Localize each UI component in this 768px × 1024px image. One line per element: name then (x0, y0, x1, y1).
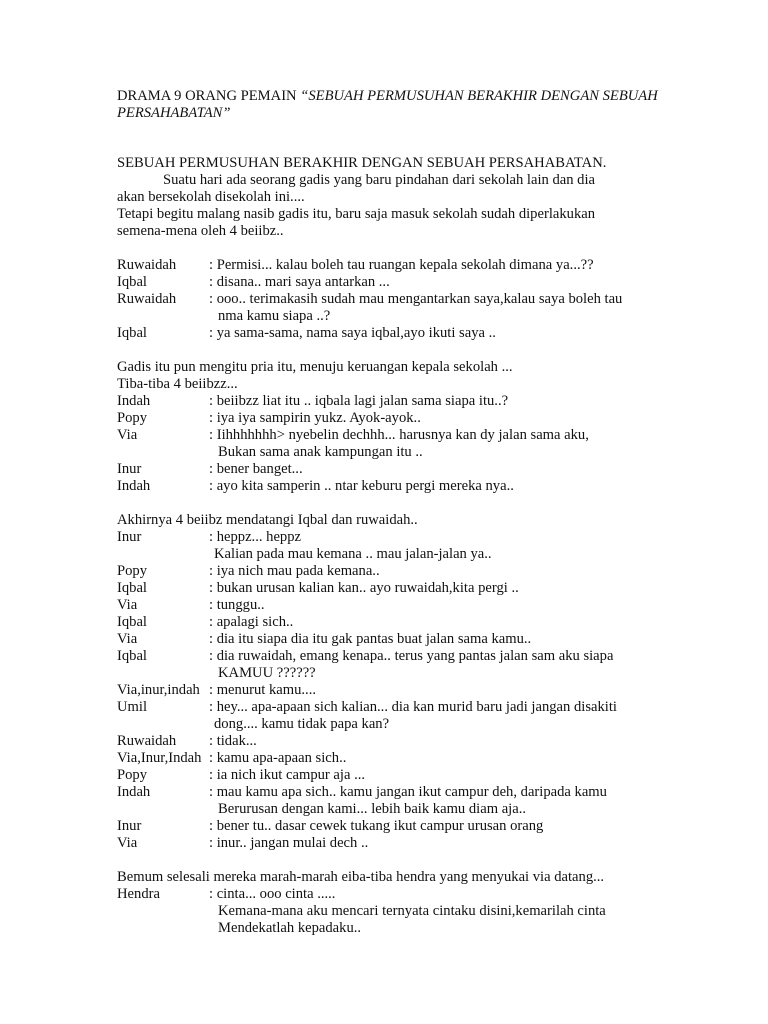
speaker-name: Popy (117, 410, 148, 426)
intro-line: akan bersekolah disekolah ini.... (117, 189, 305, 205)
intro-line: Suatu hari ada seorang gadis yang baru pindahan dari sekolah lain dan dia (163, 172, 595, 188)
speaker-name: Via,inur,indah (117, 682, 200, 698)
intro-line: semena-mena oleh 4 beiibz.. (117, 223, 284, 239)
dialogue-continuation: Mendekatlah kepadaku.. (218, 920, 362, 936)
dialogue-text: : mau kamu apa sich.. kamu jangan ikut campur deh, daripada kamu (209, 784, 607, 800)
dialogue-text: : dia itu siapa dia itu gak pantas buat jalan sama kamu.. (209, 631, 532, 647)
speaker-name: Iqbal (117, 614, 147, 630)
speaker-name: Iqbal (117, 274, 147, 290)
dialogue-text: : beiibzz liat itu .. iqbala lagi jalan sama siapa itu..? (209, 393, 509, 409)
speaker-name: Iqbal (117, 580, 147, 596)
dialogue-continuation: Kemana-mana aku mencari ternyata cintaku disini,kemarilah cinta (218, 903, 606, 919)
dialogue-text: : tunggu.. (209, 597, 265, 613)
speaker-name: Popy (117, 563, 148, 579)
speaker-name: Ruwaidah (117, 257, 177, 273)
speaker-name: Via (117, 427, 138, 443)
speaker-name: Via,Inur,Indah (117, 750, 202, 766)
speaker-name: Inur (117, 461, 142, 477)
dialogue-text: : ya sama-sama, nama saya iqbal,ayo ikuti saya .. (209, 325, 496, 341)
narration-line: Akhirnya 4 beiibz mendatangi Iqbal dan ruwaidah.. (117, 512, 418, 528)
dialogue-text: : ayo kita samperin .. ntar keburu pergi mereka nya.. (209, 478, 514, 494)
speaker-name: Inur (117, 818, 142, 834)
dialogue-continuation: Kalian pada mau kemana .. mau jalan-jalan ya.. (214, 546, 492, 562)
dialogue-text: : Iihhhhhhh> nyebelin dechhh... harusnya kan dy jalan sama aku, (209, 427, 589, 443)
dialogue-text: : iya nich mau pada kemana.. (209, 563, 380, 579)
dialogue-text: : kamu apa-apaan sich.. (209, 750, 347, 766)
dialogue-continuation: KAMUU ?????? (218, 665, 316, 681)
narration-line: Gadis itu pun mengitu pria itu, menuju keruangan kepala sekolah ... (117, 359, 513, 375)
speaker-name: Inur (117, 529, 142, 545)
narration-line: Bemum selesali mereka marah-marah eiba-tiba hendra yang menyukai via datang... (117, 869, 605, 885)
dialogue-text: : hey... apa-apaan sich kalian... dia kan murid baru jadi jangan disakiti (209, 699, 617, 715)
dialogue-text: : dia ruwaidah, emang kenapa.. terus yang pantas jalan sam aku siapa (209, 648, 614, 664)
speaker-name: Umil (117, 699, 147, 715)
dialogue-text: : ooo.. terimakasih sudah mau mengantarkan saya,kalau saya boleh tau (209, 291, 623, 307)
story-heading: SEBUAH PERMUSUHAN BERAKHIR DENGAN SEBUAH PERSAHABATAN. (117, 155, 607, 171)
dialogue-text: : inur.. jangan mulai dech .. (209, 835, 369, 851)
speaker-name: Iqbal (117, 648, 147, 664)
dialogue-continuation: nma kamu siapa ..? (218, 308, 331, 324)
dialogue-text: : menurut kamu.... (209, 682, 317, 698)
dialogue-text: : bener tu.. dasar cewek tukang ikut campur urusan orang (209, 818, 544, 834)
dialogue-text: : ia nich ikut campur aja ... (209, 767, 366, 783)
speaker-name: Iqbal (117, 325, 147, 341)
speaker-name: Indah (117, 478, 151, 494)
dialogue-text: : heppz... heppz (209, 529, 301, 545)
dialogue-continuation: dong.... kamu tidak papa kan? (214, 716, 390, 732)
intro-line: Tetapi begitu malang nasib gadis itu, baru saja masuk sekolah sudah diperlakukan (117, 206, 596, 222)
speaker-name: Indah (117, 393, 151, 409)
speaker-name: Ruwaidah (117, 291, 177, 307)
dialogue-text: : apalagi sich.. (209, 614, 294, 630)
speaker-name: Via (117, 597, 138, 613)
speaker-name: Ruwaidah (117, 733, 177, 749)
dialogue-text: : Permisi... kalau boleh tau ruangan kepala sekolah dimana ya...?? (209, 257, 594, 273)
drama-title (117, 88, 677, 122)
narration-line: Tiba-tiba 4 beiibzz... (117, 376, 238, 392)
speaker-name: Popy (117, 767, 148, 783)
dialogue-text: : disana.. mari saya antarkan ... (209, 274, 390, 290)
dialogue-text: : bener banget... (209, 461, 303, 477)
dialogue-text: : iya iya sampirin yukz. Ayok-ayok.. (209, 410, 421, 426)
dialogue-continuation: Bukan sama anak kampungan itu .. (218, 444, 423, 460)
speaker-name: Hendra (117, 886, 160, 902)
dialogue-text: : tidak... (209, 733, 257, 749)
dialogue-continuation: Berurusan dengan kami... lebih baik kamu diam aja.. (218, 801, 527, 817)
speaker-name: Via (117, 631, 138, 647)
speaker-name: Indah (117, 784, 151, 800)
dialogue-text: : bukan urusan kalian kan.. ayo ruwaidah,kita pergi .. (209, 580, 519, 596)
speaker-name: Via (117, 835, 138, 851)
title-italic: “SEBUAH PERMUSUHAN BERAKHIR DENGAN SEBUAH PERSAHABATAN” (117, 88, 658, 121)
title-prefix: DRAMA 9 ORANG PEMAIN (117, 88, 301, 104)
dialogue-text: : cinta... ooo cinta ..... (209, 886, 336, 902)
